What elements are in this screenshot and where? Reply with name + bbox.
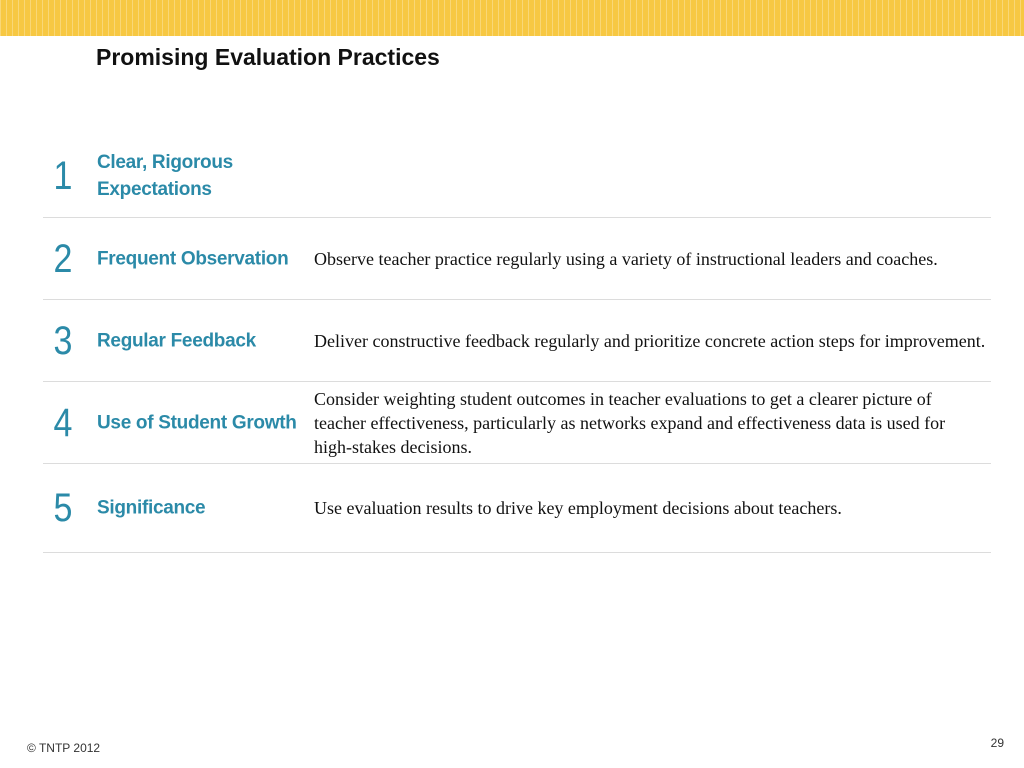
top-decorative-band — [0, 0, 1024, 36]
practice-label: Clear, Rigorous Expectations — [97, 152, 233, 200]
practice-description: Observe teacher practice regularly using a variety of instructional leaders and coaches. — [314, 248, 938, 269]
practice-description: Deliver constructive feedback regularly and prioritize concrete action steps for improvement. — [314, 330, 986, 351]
practice-number: 2 — [53, 236, 73, 281]
practice-label: Use of Student Growth — [97, 412, 297, 433]
practice-number: 5 — [53, 486, 73, 530]
practice-row-4 — [43, 382, 991, 464]
practice-label: Significance — [97, 497, 206, 519]
practice-row-1 — [43, 135, 991, 218]
footer-copyright: © TNTP 2012 — [27, 741, 101, 755]
practice-number: 4 — [53, 400, 73, 445]
page-number: 29 — [990, 736, 1004, 750]
practice-description: Consider weighting student outcomes in teacher evaluations to get a clearer picture of teacher effectiveness, particularly as networks expand and effectiveness data is used for high-stakes decisions. — [314, 388, 946, 457]
practice-row-5 — [43, 464, 991, 553]
practice-description: Use evaluation results to drive key employment decisions about teachers. — [314, 498, 842, 518]
practice-label: Regular Feedback — [97, 330, 256, 351]
practice-number: 3 — [53, 318, 73, 363]
practice-row-2 — [43, 218, 991, 300]
practice-row-3 — [43, 300, 991, 382]
page-title: Promising Evaluation Practices — [96, 44, 440, 70]
practice-number: 1 — [53, 154, 73, 198]
practices-table — [43, 135, 991, 553]
practice-label: Frequent Observation — [97, 248, 289, 269]
